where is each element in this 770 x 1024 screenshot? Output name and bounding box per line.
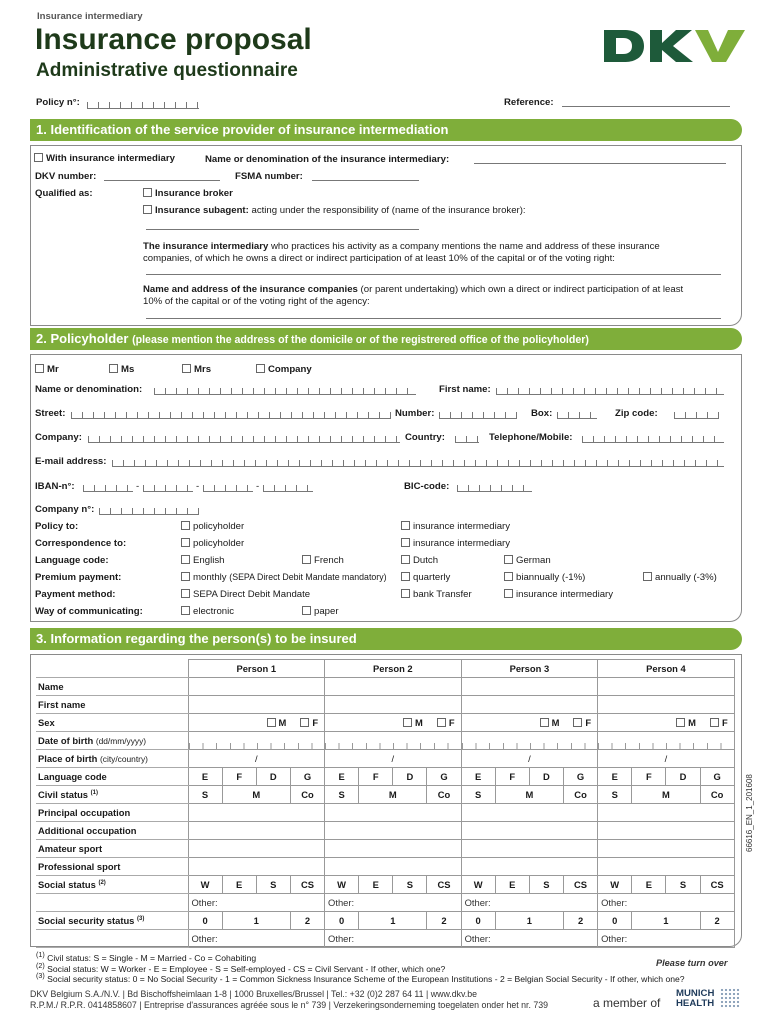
dkv-number-label: DKV number: — [35, 171, 97, 182]
ss-other-input[interactable]: Other: — [598, 930, 735, 948]
street-input[interactable] — [71, 407, 391, 419]
premium-payment-label: Premium payment: — [35, 572, 122, 583]
lang-german-label: German — [516, 555, 551, 566]
lang-code-option[interactable]: G — [290, 768, 324, 786]
sepa-label: SEPA Direct Debit Mandate — [193, 589, 311, 600]
box-input[interactable] — [557, 407, 597, 419]
input-occ1[interactable] — [461, 804, 598, 822]
way-communicating-label: Way of communicating: — [35, 606, 143, 617]
sepa-checkbox[interactable] — [181, 589, 190, 598]
subagent-text: acting under the responsibility of (name of the insurance broker): — [251, 205, 526, 216]
ss-2[interactable]: 2 — [700, 912, 734, 930]
zip-input[interactable] — [674, 407, 719, 419]
qualified-as-label: Qualified as: — [35, 188, 93, 199]
civil-s[interactable]: S — [325, 786, 359, 804]
social-code-option[interactable]: W — [598, 876, 632, 894]
lang-code-option[interactable]: F — [222, 768, 256, 786]
company-input[interactable] — [88, 431, 400, 443]
number-label: Number: — [395, 408, 435, 419]
quarterly-label: quarterly — [413, 572, 451, 583]
electronic-checkbox[interactable] — [181, 606, 190, 615]
row-label-social: Social status $^{(2)}$ — [36, 876, 188, 894]
policy-to-intermediary-checkbox[interactable] — [401, 521, 410, 530]
sex-m-checkbox[interactable] — [540, 718, 549, 727]
person-header: Person 2 — [325, 660, 462, 678]
quarterly-checkbox[interactable] — [401, 572, 410, 581]
lang-code-option[interactable]: E — [461, 768, 495, 786]
dob-input[interactable] — [325, 732, 462, 750]
lang-dutch-label: Dutch — [413, 555, 439, 566]
dob-input[interactable] — [598, 732, 735, 750]
company-no-input[interactable] — [99, 503, 199, 515]
ss-0[interactable]: 0 — [461, 912, 495, 930]
page-subtitle: Administrative questionnaire — [36, 60, 298, 81]
biannually-label: biannually — [516, 572, 560, 583]
health-text: HEALTH — [676, 998, 715, 1009]
input-occ1[interactable] — [188, 804, 325, 822]
persons-table — [36, 659, 735, 948]
iban-input-3[interactable] — [203, 480, 253, 492]
input-amateur[interactable] — [598, 840, 735, 858]
subagent-label: Insurance subagent: — [155, 205, 249, 216]
input-name[interactable] — [461, 678, 598, 696]
language-code-label: Language code: — [35, 555, 109, 566]
row-label-amateur: Amateur sport — [36, 840, 188, 858]
ss-1[interactable]: 1 — [359, 912, 427, 930]
spacer — [36, 894, 188, 912]
row-label-ss: Social security status $^{(3)}$ — [36, 912, 188, 930]
ss-0[interactable]: 0 — [325, 912, 359, 930]
person-header: Person 4 — [598, 660, 735, 678]
civil-m[interactable]: M — [359, 786, 427, 804]
civil-co[interactable]: Co — [700, 786, 734, 804]
input-first_name[interactable] — [598, 696, 735, 714]
lang-code-option[interactable]: F — [495, 768, 529, 786]
company-checkbox[interactable] — [256, 364, 265, 373]
social-code-option[interactable]: W — [188, 876, 222, 894]
mr-label: Mr — [47, 364, 59, 375]
payment-intermediary-checkbox[interactable] — [504, 589, 513, 598]
row-label-first_name: First name — [36, 696, 188, 714]
row-label-civil: Civil status $^{(1)}$ — [36, 786, 188, 804]
row-label-lang: Language code — [36, 768, 188, 786]
section-1-header: 1. Identification of the service provider of insurance intermediation — [30, 119, 742, 141]
email-label: E-mail address: — [35, 456, 107, 467]
sex-options[interactable]: M F — [461, 714, 598, 732]
ss-1[interactable]: 1 — [632, 912, 700, 930]
row-label-sex: Sex — [36, 714, 188, 732]
lang-code-option[interactable]: G — [427, 768, 461, 786]
sex-options[interactable]: M F — [188, 714, 325, 732]
lang-code-option[interactable]: E — [325, 768, 359, 786]
civil-m[interactable]: M — [495, 786, 563, 804]
intermediary-name-label: Name or denomination of the insurance intermediary: — [205, 154, 450, 165]
pob-input[interactable]: / — [188, 750, 325, 768]
footnote-3: Social security status: 0 = No Social Security - 1 = Common Sickness Insurance Scheme of the European Institutions - 2 = Belgian Social Security - If other, which one? — [47, 973, 685, 984]
input-name[interactable] — [598, 678, 735, 696]
corr-intermediary-label: insurance intermediary — [413, 538, 511, 549]
ms-checkbox[interactable] — [109, 364, 118, 373]
monthly-checkbox[interactable] — [181, 572, 190, 581]
input-occ1[interactable] — [598, 804, 735, 822]
payment-method-label: Payment method: — [35, 589, 116, 600]
social-code-option[interactable]: CS — [427, 876, 461, 894]
lang-german-checkbox[interactable] — [504, 555, 513, 564]
intermediary-name-input[interactable] — [474, 163, 726, 164]
ss-other-input[interactable]: Other: — [325, 930, 462, 948]
corr-intermediary-checkbox[interactable] — [401, 538, 410, 547]
mrs-label: Mrs — [194, 364, 212, 375]
dkv-logo — [604, 28, 746, 64]
lang-code-option[interactable]: D — [256, 768, 290, 786]
ms-label: Ms — [121, 364, 135, 375]
page-title: Insurance proposal — [35, 23, 312, 56]
social-code-option[interactable]: CS — [563, 876, 597, 894]
policy-number-label: Policy n°: — [36, 97, 80, 108]
social-other-input[interactable]: Other: — [188, 894, 325, 912]
country-input[interactable] — [455, 431, 479, 443]
phone-input[interactable] — [582, 431, 724, 443]
with-intermediary-checkbox[interactable] — [34, 153, 43, 162]
table-corner — [36, 660, 188, 678]
footnote-3-marker: (3) — [36, 972, 45, 980]
civil-m[interactable]: M — [632, 786, 700, 804]
social-code-option[interactable]: CS — [700, 876, 734, 894]
row-label-occ2: Additional occupation — [36, 822, 188, 840]
lang-code-option[interactable]: D — [393, 768, 427, 786]
corr-policyholder-label: policyholder — [193, 538, 245, 549]
dkv-number-input[interactable] — [104, 180, 220, 181]
civil-co[interactable]: Co — [290, 786, 324, 804]
policy-to-intermediary-label: insurance intermediary — [413, 521, 511, 532]
ss-2[interactable]: 2 — [290, 912, 324, 930]
annually-checkbox[interactable] — [643, 572, 652, 581]
corr-policyholder-checkbox[interactable] — [181, 538, 190, 547]
input-first_name[interactable] — [188, 696, 325, 714]
annually-note: (-3%) — [693, 572, 717, 583]
first-name-label: First name: — [439, 384, 491, 395]
input-occ2[interactable] — [461, 822, 598, 840]
policy-number-input[interactable] — [87, 97, 199, 109]
sex-options[interactable]: M F — [598, 714, 735, 732]
country-label: Country: — [405, 432, 445, 443]
policy-to-policyholder-label: policyholder — [193, 521, 245, 532]
section-2-title: 2. Policyholder — [36, 331, 129, 346]
row-label-dob: Date of birth (dd/mm/yyyy) — [36, 732, 188, 750]
correspondence-label: Correspondence to: — [35, 538, 127, 549]
companies-input-2[interactable] — [146, 318, 721, 319]
input-amateur[interactable] — [188, 840, 325, 858]
input-name[interactable] — [325, 678, 462, 696]
p2-text: (or parent undertaking) which own a direct or indirect participation of at least — [360, 284, 684, 295]
policy-to-policyholder-checkbox[interactable] — [181, 521, 190, 530]
street-label: Street: — [35, 408, 66, 419]
footnote-1-marker: (1) — [36, 951, 45, 959]
row-label-pro: Professional sport — [36, 858, 188, 876]
input-occ2[interactable] — [325, 822, 462, 840]
lang-code-option[interactable]: D — [529, 768, 563, 786]
lang-code-option[interactable]: G — [700, 768, 734, 786]
sex-f-checkbox[interactable] — [300, 718, 309, 727]
civil-m[interactable]: M — [222, 786, 290, 804]
social-code-option[interactable]: E — [495, 876, 529, 894]
sex-f-checkbox[interactable] — [437, 718, 446, 727]
social-code-option[interactable]: S — [529, 876, 563, 894]
broker-checkbox[interactable] — [143, 188, 152, 197]
p1-line2: companies, of which he owns a direct or indirect participation of at least 10% of the capital or of the voting right: — [143, 253, 615, 264]
munich-health-logo — [676, 989, 714, 1009]
input-occ1[interactable] — [325, 804, 462, 822]
social-code-option[interactable]: CS — [290, 876, 324, 894]
paper-checkbox[interactable] — [302, 606, 311, 615]
paper-label: paper — [314, 606, 339, 617]
footer-line-2: R.P.M./ R.P.R. 0414858607 | Entreprise d'assurances agréée sous le n° 739 | Verzekeringsonderneming toegelaten onder het nr. 739 — [30, 1000, 549, 1010]
broker-name-input[interactable] — [146, 229, 419, 230]
ss-2[interactable]: 2 — [563, 912, 597, 930]
lang-code-option[interactable]: G — [563, 768, 597, 786]
section-1-panel — [30, 145, 742, 326]
lang-code-option[interactable]: E — [598, 768, 632, 786]
social-other-input[interactable]: Other: — [598, 894, 735, 912]
sex-f-checkbox[interactable] — [573, 718, 582, 727]
p1-text: who practices his activity as a company mentions the name and address of these insurance — [270, 241, 660, 252]
p2-line2: 10% of the capital or of the voting right of the agency: — [143, 296, 370, 307]
iban-input-2[interactable] — [143, 480, 193, 492]
document-reference: 66616_EN_1_201608 — [745, 774, 754, 852]
lang-code-option[interactable]: E — [188, 768, 222, 786]
biannually-note: (-1%) — [561, 572, 586, 583]
iban-input-1[interactable] — [83, 480, 133, 492]
reference-label: Reference: — [504, 97, 554, 108]
lang-english-label: English — [193, 555, 225, 566]
name-input[interactable] — [154, 383, 416, 395]
member-of-label: a member of — [593, 996, 661, 1010]
pob-input[interactable]: / — [461, 750, 598, 768]
iban-label: IBAN-n°: — [35, 481, 75, 492]
broker-label: Insurance broker — [155, 188, 233, 199]
social-code-option[interactable]: S — [256, 876, 290, 894]
social-code-option[interactable]: E — [632, 876, 666, 894]
civil-s[interactable]: S — [598, 786, 632, 804]
munich-text: MUNICH — [676, 988, 715, 999]
footnote-1: Civil status: S = Single - M = Married - Co = Cohabiting — [47, 952, 257, 963]
input-pro[interactable] — [461, 858, 598, 876]
lang-code-option[interactable]: F — [632, 768, 666, 786]
section-2-header — [30, 328, 742, 350]
ss-2[interactable]: 2 — [427, 912, 461, 930]
fsma-number-label: FSMA number: — [235, 171, 303, 182]
lang-dutch-checkbox[interactable] — [401, 555, 410, 564]
ss-0[interactable]: 0 — [188, 912, 222, 930]
lang-code-option[interactable]: F — [359, 768, 393, 786]
monthly-note: (SEPA Direct Debit Mandate mandatory) — [229, 572, 387, 582]
input-pro[interactable] — [598, 858, 735, 876]
bank-transfer-checkbox[interactable] — [401, 589, 410, 598]
footer-line-1: DKV Belgium S.A./N.V. | Bd Bischoffsheimlaan 1-8 | 1000 Bruxelles/Brussel | Tel.: +32 (0)2 287 64 11 | www.dkv.be — [30, 989, 478, 999]
company-field-label: Company: — [35, 432, 82, 443]
p1-bold: The insurance intermediary — [143, 241, 269, 252]
phone-label: Telephone/Mobile: — [489, 432, 573, 443]
dob-input[interactable] — [188, 732, 325, 750]
company-label: Company — [268, 364, 312, 375]
number-input[interactable] — [439, 407, 517, 419]
social-code-option[interactable]: S — [666, 876, 700, 894]
input-amateur[interactable] — [461, 840, 598, 858]
sex-m-checkbox[interactable] — [676, 718, 685, 727]
zip-label: Zip code: — [615, 408, 658, 419]
email-input[interactable] — [112, 455, 724, 467]
input-first_name[interactable] — [461, 696, 598, 714]
civil-co[interactable]: Co — [427, 786, 461, 804]
mr-checkbox[interactable] — [35, 364, 44, 373]
footnote-2-marker: (2) — [36, 962, 45, 970]
sex-m-checkbox[interactable] — [403, 718, 412, 727]
spacer — [36, 930, 188, 948]
social-code-option[interactable]: E — [222, 876, 256, 894]
sex-options[interactable]: M F — [325, 714, 462, 732]
dob-input[interactable] — [461, 732, 598, 750]
input-occ2[interactable] — [598, 822, 735, 840]
munich-health-dots-icon — [720, 988, 740, 1008]
policy-to-label: Policy to: — [35, 521, 79, 532]
person-header: Person 1 — [188, 660, 325, 678]
name-label: Name or denomination: — [35, 384, 143, 395]
pob-input[interactable]: / — [325, 750, 462, 768]
biannually-checkbox[interactable] — [504, 572, 513, 581]
person-header: Person 3 — [461, 660, 598, 678]
social-other-input[interactable]: Other: — [461, 894, 598, 912]
company-no-label: Company n°: — [35, 504, 95, 515]
input-pro[interactable] — [188, 858, 325, 876]
social-code-option[interactable]: W — [325, 876, 359, 894]
footnote-2: Social status: W = Worker - E = Employee - S = Self-employed - CS = Civil Servant - If other, which one? — [47, 963, 446, 974]
input-first_name[interactable] — [325, 696, 462, 714]
reference-input[interactable] — [562, 106, 730, 107]
lang-code-option[interactable]: D — [666, 768, 700, 786]
bic-input[interactable] — [457, 480, 532, 492]
first-name-input[interactable] — [496, 383, 724, 395]
electronic-label: electronic — [193, 606, 235, 617]
annually-label: annually — [655, 572, 691, 583]
p2-bold: Name and address of the insurance companies — [143, 284, 358, 295]
bank-transfer-label: bank Transfer — [413, 589, 472, 600]
box-label: Box: — [531, 408, 553, 419]
civil-co[interactable]: Co — [563, 786, 597, 804]
lang-french-label: French — [314, 555, 344, 566]
mrs-checkbox[interactable] — [182, 364, 191, 373]
input-name[interactable] — [188, 678, 325, 696]
payment-intermediary-label: insurance intermediary — [516, 589, 614, 600]
social-code-option[interactable]: E — [359, 876, 393, 894]
fsma-number-input[interactable] — [312, 180, 419, 181]
with-intermediary-label: With insurance intermediary — [46, 153, 175, 164]
subagent-checkbox[interactable] — [143, 205, 152, 214]
companies-input-1[interactable] — [146, 274, 721, 275]
ss-0[interactable]: 0 — [598, 912, 632, 930]
social-code-option[interactable]: W — [461, 876, 495, 894]
social-code-option[interactable]: S — [393, 876, 427, 894]
ss-1[interactable]: 1 — [495, 912, 563, 930]
input-pro[interactable] — [325, 858, 462, 876]
iban-input-4[interactable] — [263, 480, 313, 492]
input-amateur[interactable] — [325, 840, 462, 858]
civil-s[interactable]: S — [461, 786, 495, 804]
pob-input[interactable]: / — [598, 750, 735, 768]
ss-1[interactable]: 1 — [222, 912, 290, 930]
bic-label: BIC-code: — [404, 481, 450, 492]
section-2-subtitle: (please mention the address of the domicile or of the registrered office of the policyholder) — [132, 334, 589, 346]
lang-english-checkbox[interactable] — [181, 555, 190, 564]
social-other-input[interactable]: Other: — [325, 894, 462, 912]
ss-other-input[interactable]: Other: — [188, 930, 325, 948]
input-occ2[interactable] — [188, 822, 325, 840]
lang-french-checkbox[interactable] — [302, 555, 311, 564]
section-3-header: 3. Information regarding the person(s) to be insured — [30, 628, 742, 650]
monthly-label: monthly — [193, 572, 227, 583]
please-turn-over: Please turn over — [656, 958, 728, 968]
row-label-occ1: Principal occupation — [36, 804, 188, 822]
ss-other-input[interactable]: Other: — [461, 930, 598, 948]
sex-m-checkbox[interactable] — [267, 718, 276, 727]
row-label-name: Name — [36, 678, 188, 696]
civil-s[interactable]: S — [188, 786, 222, 804]
row-label-pob: Place of birth (city/country) — [36, 750, 188, 768]
sex-f-checkbox[interactable] — [710, 718, 719, 727]
header-kicker: Insurance intermediary — [37, 11, 143, 22]
